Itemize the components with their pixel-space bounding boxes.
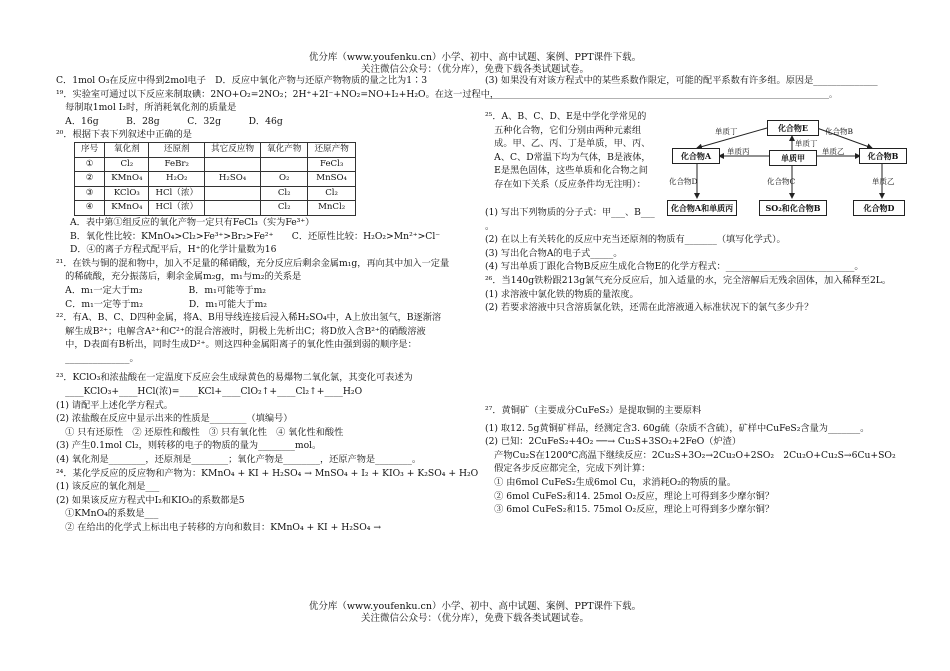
- q24-part-2-1: ①KMnO₄的系数是___: [56, 508, 159, 520]
- q24-part-2: (2) 如果该反应方程式中I₂和KIO₃的系数都是5: [56, 494, 245, 506]
- q27-part-2-2: ② 6mol CuFeS₂和14. 25mol O₂反应，理论上可得到多少摩尔铜？: [485, 490, 775, 502]
- label-compound: 化合物B: [825, 127, 854, 136]
- table-cell: KClO₃: [105, 186, 149, 201]
- table-cell: MnCl₂: [308, 201, 355, 216]
- table-cell: ③: [75, 186, 105, 201]
- q22-stem-3: 中，D表面有B析出，同时生成D²⁺。则这四种金属阳离子的氧化性由强到弱的顺序是：: [56, 339, 417, 351]
- table-cell: H₂O₂: [149, 172, 205, 187]
- q27-part-1: (1) 取12. 5g黄铜矿样品，经测定含3. 60g硫（杂质不含硫），矿样中CuFeS₂含量为_______。: [485, 422, 870, 434]
- q23-part-2-options: ① 只有还原性 ② 还原性和酸性 ③ 只有氧化性 ④ 氧化性和酸性: [56, 426, 344, 438]
- node-compound-d: 化合物D: [853, 200, 905, 216]
- label-ding: 单质丁: [715, 127, 738, 136]
- table-cell: Cl₂: [261, 186, 308, 201]
- q27-part-2-3: ③ 6mol CuFeS₂和15. 75mol O₂反应，理论上可得到多少摩尔铜？: [485, 504, 775, 516]
- reaction-table: [74, 142, 356, 216]
- table-header-row: [75, 142, 356, 157]
- q27-block: [485, 404, 896, 517]
- q23-equation: ____KClO₃+____HCl(浓)=____KCl+____ClO₂↑+____Cl₂↑+____H₂O: [56, 386, 363, 398]
- q24-part-3: (3) 如果没有对该方程式中的某些系数作限定，可能的配平系数有许多组。原因是______________: [485, 75, 878, 86]
- q27-part-2-reaction: 产物Cu₂S在1200℃高温下继续反应：2Cu₂S+3O₂→2Cu₂O+2SO₂ 2Cu₂O+Cu₂S→6Cu+SO₂: [485, 449, 896, 461]
- q24-stem: ²⁴．某化学反应的反应物和产物为：KMnO₄ + KI + H₂SO₄ → MnSO₄ + I₂ + KIO₃ + K₂SO₄ + H₂O: [56, 467, 479, 479]
- table-row: [75, 172, 356, 187]
- table-cell: Cl₂: [105, 157, 149, 172]
- q23-part-3: (3) 产生0.1mol Cl₂，则转移的电子的物质的量为________mol。: [56, 440, 322, 452]
- q25-stem: E是黑色固体，这些单质和化合物之间: [485, 165, 648, 177]
- table-cell: FeBr₂: [149, 157, 205, 172]
- table-cell: KMnO₄: [105, 201, 149, 216]
- table-header: 序号: [75, 142, 105, 157]
- label-yi: 单质乙: [822, 147, 845, 156]
- table-cell: ④: [75, 201, 105, 216]
- table-header: 氧化剂: [105, 142, 149, 157]
- q25-part-4: (4) 写出单质丁跟化合物B反应生成化合物E的化学方程式：____________________________。: [485, 261, 864, 273]
- q20-option-d: D．④的离子方程式配平后，H⁺的化学计量数为16: [70, 244, 277, 256]
- node-a-and-bing: 化合物A和单质丙: [667, 200, 737, 216]
- footer-line-1: 优分库（www.youfenku.cn）小学、初中、高中试题、案例、PPT课件下载。: [308, 601, 642, 612]
- table-header: 氧化产物: [261, 142, 308, 157]
- q23-part-4: (4) 氧化剂是________，还原剂是________；氧化产物是________，还原产物是________。: [56, 454, 422, 466]
- table-cell: [205, 157, 261, 172]
- node-so2-and-b: SO₂和化合物B: [759, 200, 827, 216]
- q25-part-1-cont: 。: [485, 220, 495, 232]
- table-row: [75, 157, 356, 172]
- right-column-top: [485, 74, 905, 101]
- page-header: [0, 52, 950, 76]
- q26-part-2: (2) 若要求溶液中只含溶质氯化铁，还需在此溶液通入标准状况下的氯气多少升？: [485, 302, 814, 314]
- q23-stem: ²³．KClO₃和浓盐酸在一定温度下反应会生成绿黄色的易爆物二氧化氯，其变化可表述为: [56, 372, 413, 384]
- page-footer: [0, 601, 950, 625]
- table-row: [75, 201, 356, 216]
- table-cell: ①: [75, 157, 105, 172]
- node-compound-b: 化合物B: [859, 148, 907, 164]
- q27-part-2-note: 假定各步反应都完全，完成下列计算：: [485, 463, 651, 475]
- q25-stem: 五种化合物，它们分别由两种元素组: [485, 124, 642, 136]
- node-compound-e: 化合物E: [767, 120, 819, 136]
- footer-line-2: 关注微信公众号：（优分库），免费下载各类试题试卷。: [360, 613, 589, 624]
- q24-part-2-2: ② 在给出的化学式上标出电子转移的方向和数目：KMnO₄ + KI + H₂SO₄ →: [56, 522, 382, 533]
- q20-option-a: A．表中第①组反应的氧化产物一定只有FeCl₃（实为Fe³⁺）: [70, 216, 315, 228]
- label-c: 化合物C: [767, 177, 796, 186]
- q25-stem-block: [485, 110, 651, 192]
- q18-option-cd: C．1mol O₃在反应中得到2mol电子 D．反应中氧化产物与还原产物物质的量之比为1∶3: [56, 75, 428, 86]
- q24-part-1: (1) 该反应的氧化剂是___: [56, 481, 160, 493]
- reaction-diagram: [667, 118, 907, 218]
- table-cell: [205, 186, 261, 201]
- table-cell: HCl（浓）: [149, 201, 205, 216]
- q27-stem: ²⁷．黄铜矿（主要成分CuFeS₂）是提取铜的主要原料: [485, 405, 702, 416]
- q25-stem: 存在如下关系（反应条件均无注明）：: [485, 178, 646, 190]
- label-d: 化合物D: [669, 177, 698, 186]
- q22-stem: ²²．有A、B、C、D四种金属，将A、B用导线连接后浸入稀H₂SO₄中，A上放出氢气，B逐渐溶: [56, 312, 442, 324]
- table-header: 还原产物: [308, 142, 355, 157]
- q25-stem: 成。甲、乙、丙、丁是单质，甲、丙、: [485, 138, 651, 150]
- q25-part-3: (3) 写出化合物A的电子式_____。: [485, 247, 623, 259]
- q23-part-2: (2) 浓盐酸在反应中显示出来的性质是________（填编号）: [56, 413, 293, 425]
- table-row: [75, 186, 356, 201]
- q26-stem: ²⁶．当140g铁粉跟213g氯气充分反应后，加入适量的水，完全溶解后无残余固体，加入稀释至2L。: [485, 274, 892, 286]
- table-cell: FeCl₃: [308, 157, 355, 172]
- q25-stem: A、C、D常温下均为气体，B是液体，: [485, 151, 651, 163]
- q27-part-2-1: ① 由6mol CuFeS₂生成6mol Cu，求消耗O₂的物质的量。: [485, 476, 737, 488]
- q25-part-1: (1) 写出下列物质的分子式：甲___、B___: [485, 207, 655, 218]
- label-ding-2: 单质丁: [795, 139, 818, 148]
- q25-questions: [485, 206, 891, 315]
- node-compound-a: 化合物A: [672, 148, 720, 164]
- table-cell: ②: [75, 172, 105, 187]
- node-element-jia: 单质甲: [769, 150, 817, 166]
- q26-part-1: (1) 求溶液中氯化铁的物质的量浓度。: [485, 288, 639, 300]
- table-cell: O₂: [261, 172, 308, 187]
- table-cell: HCl（浓）: [149, 186, 205, 201]
- q24-part-3-blank: ______________________________________________________________________________________。: [485, 89, 837, 99]
- table-cell: Cl₂: [308, 186, 355, 201]
- q23-part-1: (1) 请配平上述化学方程式。: [56, 399, 173, 411]
- q19-stem: ¹⁹．实验室可通过以下反应来制取碘：2NO+O₂=2NO₂；2H⁺+2I⁻+NO₂=NO+I₂+H₂O。在这一过程中，: [56, 88, 500, 100]
- header-line-2: 关注微信公众号：（优分库），免费下载各类试题试卷。: [360, 64, 589, 75]
- table-header: 还原剂: [149, 142, 205, 157]
- q22-stem-2: 解生成B²⁺；电解含A²⁺和C²⁺的混合溶液时，阴极上先析出C；将D放入含B²⁺的硝酸溶液: [56, 325, 426, 337]
- q20-option-bc: B．氧化性比较：KMnO₄>Cl₂>Fe³⁺>Br₂>Fe²⁺ C．还原性比较：H₂O₂>Mn²⁺>Cl⁻: [70, 230, 441, 242]
- q25-part-2: (2) 在以上有关转化的反应中充当还原剂的物质有_______（填写化学式）。: [485, 234, 786, 246]
- q20-stem: ²⁰．根据下表下列叙述中正确的是: [56, 129, 192, 141]
- table-cell: H₂SO₄: [205, 172, 261, 187]
- q27-part-2: (2) 已知：2CuFeS₂+4O₂ ──→ Cu₂S+3SO₂+2FeO（炉渣）: [485, 436, 742, 448]
- table-cell: Cl₂: [261, 201, 308, 216]
- header-line-1: 优分库（www.youfenku.cn）小学、初中、高中试题、案例、PPT课件下载。: [308, 52, 642, 63]
- q19-stem-2: 每制取1mol I₂时，所消耗氧化剂的质量是: [56, 102, 237, 114]
- q21-options-cd: C．m₁一定等于m₂ D．m₁可能大于m₂: [56, 298, 267, 310]
- table-cell: MnSO₄: [308, 172, 355, 187]
- label-bing: 单质丙: [727, 147, 750, 156]
- label-yi-3: 单质乙: [872, 177, 895, 186]
- table-cell: [261, 157, 308, 172]
- q19-options: A．16g B．28g C．32g D．46g: [56, 115, 283, 127]
- q21-options-ab: A．m₁一定大于m₂ B．m₁可能等于m₂: [56, 284, 266, 296]
- q25-stem: ²⁵．A、B、C、D、E是中学化学常见的: [485, 111, 647, 122]
- q21-stem-2: 的稀硫酸，充分振荡后，剩余金属m₂g，m₁与m₂的关系是: [56, 271, 302, 283]
- table-cell: [205, 201, 261, 216]
- q22-answer-blank: ______________。: [56, 352, 139, 364]
- table-cell: KMnO₄: [105, 172, 149, 187]
- table-header: 其它反应物: [205, 142, 261, 157]
- q21-stem: ²¹．在铁与铜的混和物中，加入不足量的稀硝酸，充分反应后剩余金属m₁g，再向其中加入一定量: [56, 257, 450, 269]
- left-column: [56, 74, 500, 535]
